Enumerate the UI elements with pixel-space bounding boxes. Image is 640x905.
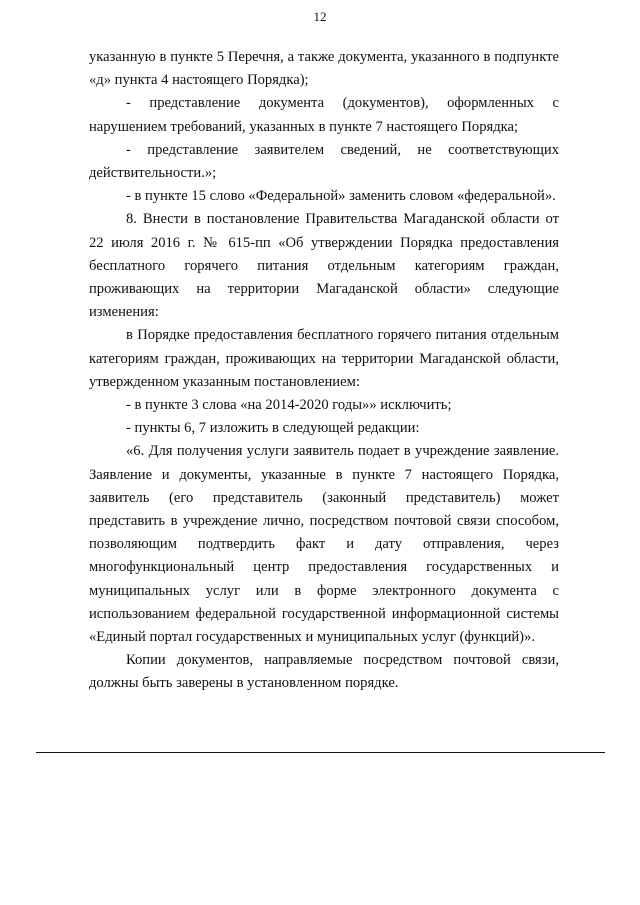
paragraph-8: - пункты 6, 7 изложить в следующей редакции: — [126, 420, 420, 437]
paragraph-1: указанную в пункте 5 Перечня, а также документа, указанного в подпункте «д» пункта 4 настоящего Порядка); — [89, 49, 559, 89]
paragraph-10: Копии документов, направляемые посредством почтовой связи, должны быть заверены в установленном порядке. — [89, 652, 559, 692]
page-number: 12 — [313, 9, 327, 24]
document-body — [89, 46, 559, 696]
paragraph-3: - представление заявителем сведений, не соответствующих действительности.»; — [89, 141, 559, 182]
paragraph-6: в Порядке предоставления бесплатного горячего питания отдельным категориям граждан, проживающих на территории Магаданской области, утвержденном указанным постановлением: — [89, 327, 559, 390]
paragraph-9: «6. Для получения услуги заявитель подает в учреждение заявление. Заявление и документы, указанные в пункте 7 настоящего Порядка, заявитель (его представитель (законный представитель) может представить в учреждение лично, посредством почтовой связи способом, позволяющим подтвердить факт и дату отправления, через многофункциональный центр предоставления государственных и муниципальных услуг или в форме электронного документа с использованием федеральной государственной информационной системы «Единый портал государственных и муниципальных услуг (функций)». — [89, 443, 559, 646]
paragraph-2: - представление документа (документов), оформленных с нарушением требований, указанных в пункте 7 настоящего Порядка; — [89, 95, 559, 135]
paragraph-5: 8. Внести в постановление Правительства Магаданской области от 22 июля 2016 г. № 615-пп «Об утверждении Порядка предоставления бесплатного горячего питания отдельным категориям граждан, проживающих на территории Магаданской области» следующие изменения: — [89, 211, 559, 321]
bottom-divider — [36, 752, 605, 753]
paragraph-7: - в пункте 3 слова «на 2014-2020 годы»» исключить; — [126, 397, 452, 414]
paragraph-4: - в пункте 15 слово «Федеральной» заменить словом «федеральной». — [126, 188, 556, 205]
